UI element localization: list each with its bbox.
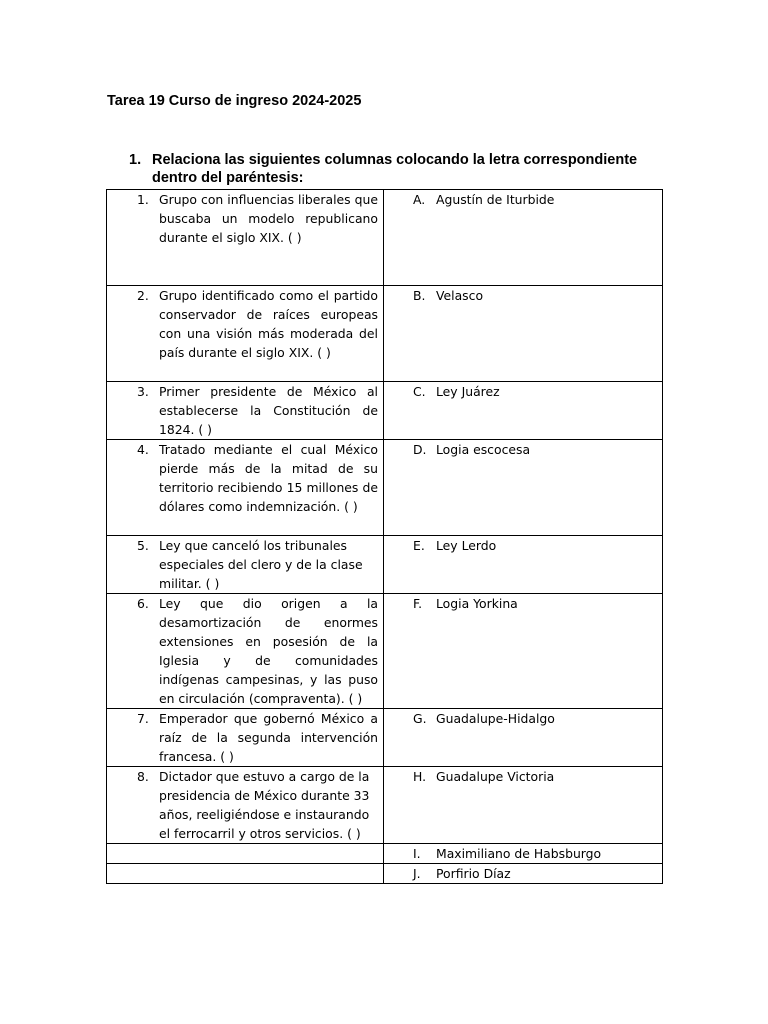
matching-table [106,189,663,884]
table-row [107,190,663,286]
option-text: Guadalupe Victoria [436,769,555,784]
statement-number: 1. [137,192,149,207]
statement-cell [107,286,384,382]
table-row [107,767,663,844]
table-row [107,382,663,440]
table-row [107,536,663,594]
statement-cell-empty [107,864,384,884]
option-text: Maximiliano de Habsburgo [436,846,602,861]
statement-cell [107,190,384,286]
option-cell [384,286,663,382]
option-cell [384,536,663,594]
statement-number: 2. [137,288,149,303]
statement-cell [107,594,384,709]
question-1 [129,151,669,187]
statement-cell [107,536,384,594]
statement-text: Ley que dio origen a la desamortización de enormes extensiones en posesión de la Iglesia y de comunidades indígenas campesinas, y las puso en circulación (compraventa). ( ) [159,596,378,706]
table-row [107,440,663,536]
option-cell [384,767,663,844]
option-letter: H. [413,769,427,784]
option-letter: D. [413,442,427,457]
statement-number: 6. [137,596,149,611]
statement-number: 7. [137,711,149,726]
statement-text: Primer presidente de México al establecerse la Constitución de 1824. ( ) [159,384,378,437]
question-text: Relaciona las siguientes columnas colocando la letra correspondiente dentro del paréntesis: [152,152,638,186]
option-text: Ley Lerdo [436,538,497,553]
table-row [107,864,663,884]
option-cell [384,709,663,767]
option-text: Ley Juárez [436,384,500,399]
statement-text: Dictador que estuvo a cargo de la presidencia de México durante 33 años, reeligiéndose e instaurando el ferrocarril y otros servicios. ( ) [159,769,370,841]
option-letter: F. [413,596,423,611]
table-row [107,709,663,767]
statement-number: 4. [137,442,149,457]
statement-text: Tratado mediante el cual México pierde más de la mitad de su territorio recibiendo 15 millones de dólares como indemnización. ( ) [159,442,378,514]
statement-cell [107,382,384,440]
option-text: Agustín de Iturbide [436,192,555,207]
option-letter: C. [413,384,426,399]
table-row [107,286,663,382]
statement-number: 8. [137,769,149,784]
option-text: Velasco [436,288,484,303]
option-cell [384,382,663,440]
option-letter: J. [413,866,421,881]
statement-cell [107,709,384,767]
option-text: Porfirio Díaz [436,866,511,881]
option-letter: E. [413,538,425,553]
option-cell [384,844,663,864]
page-title: Tarea 19 Curso de ingreso 2024-2025 [107,93,362,109]
statement-text: Grupo con influencias liberales que buscaba un modelo republicano durante el siglo XIX. ( ) [159,192,378,245]
option-cell [384,594,663,709]
option-cell [384,864,663,884]
option-cell [384,190,663,286]
statement-cell [107,767,384,844]
option-text: Logia Yorkina [436,596,518,611]
statement-cell-empty [107,844,384,864]
statement-text: Ley que canceló los tribunales especiales del clero y de la clase militar. ( ) [159,538,363,591]
statement-number: 5. [137,538,149,553]
option-text: Guadalupe-Hidalgo [436,711,555,726]
option-letter: B. [413,288,426,303]
question-number: 1. [129,152,142,168]
option-letter: I. [413,846,421,861]
statement-cell [107,440,384,536]
statement-text: Grupo identificado como el partido conservador de raíces europeas con una visión más moderada del país durante el siglo XIX. ( ) [159,288,378,360]
option-letter: G. [413,711,427,726]
table-row [107,594,663,709]
option-cell [384,440,663,536]
option-text: Logia escocesa [436,442,531,457]
table-row [107,844,663,864]
statement-number: 3. [137,384,149,399]
option-letter: A. [413,192,426,207]
statement-text: Emperador que gobernó México a raíz de la segunda intervención francesa. ( ) [159,711,378,764]
